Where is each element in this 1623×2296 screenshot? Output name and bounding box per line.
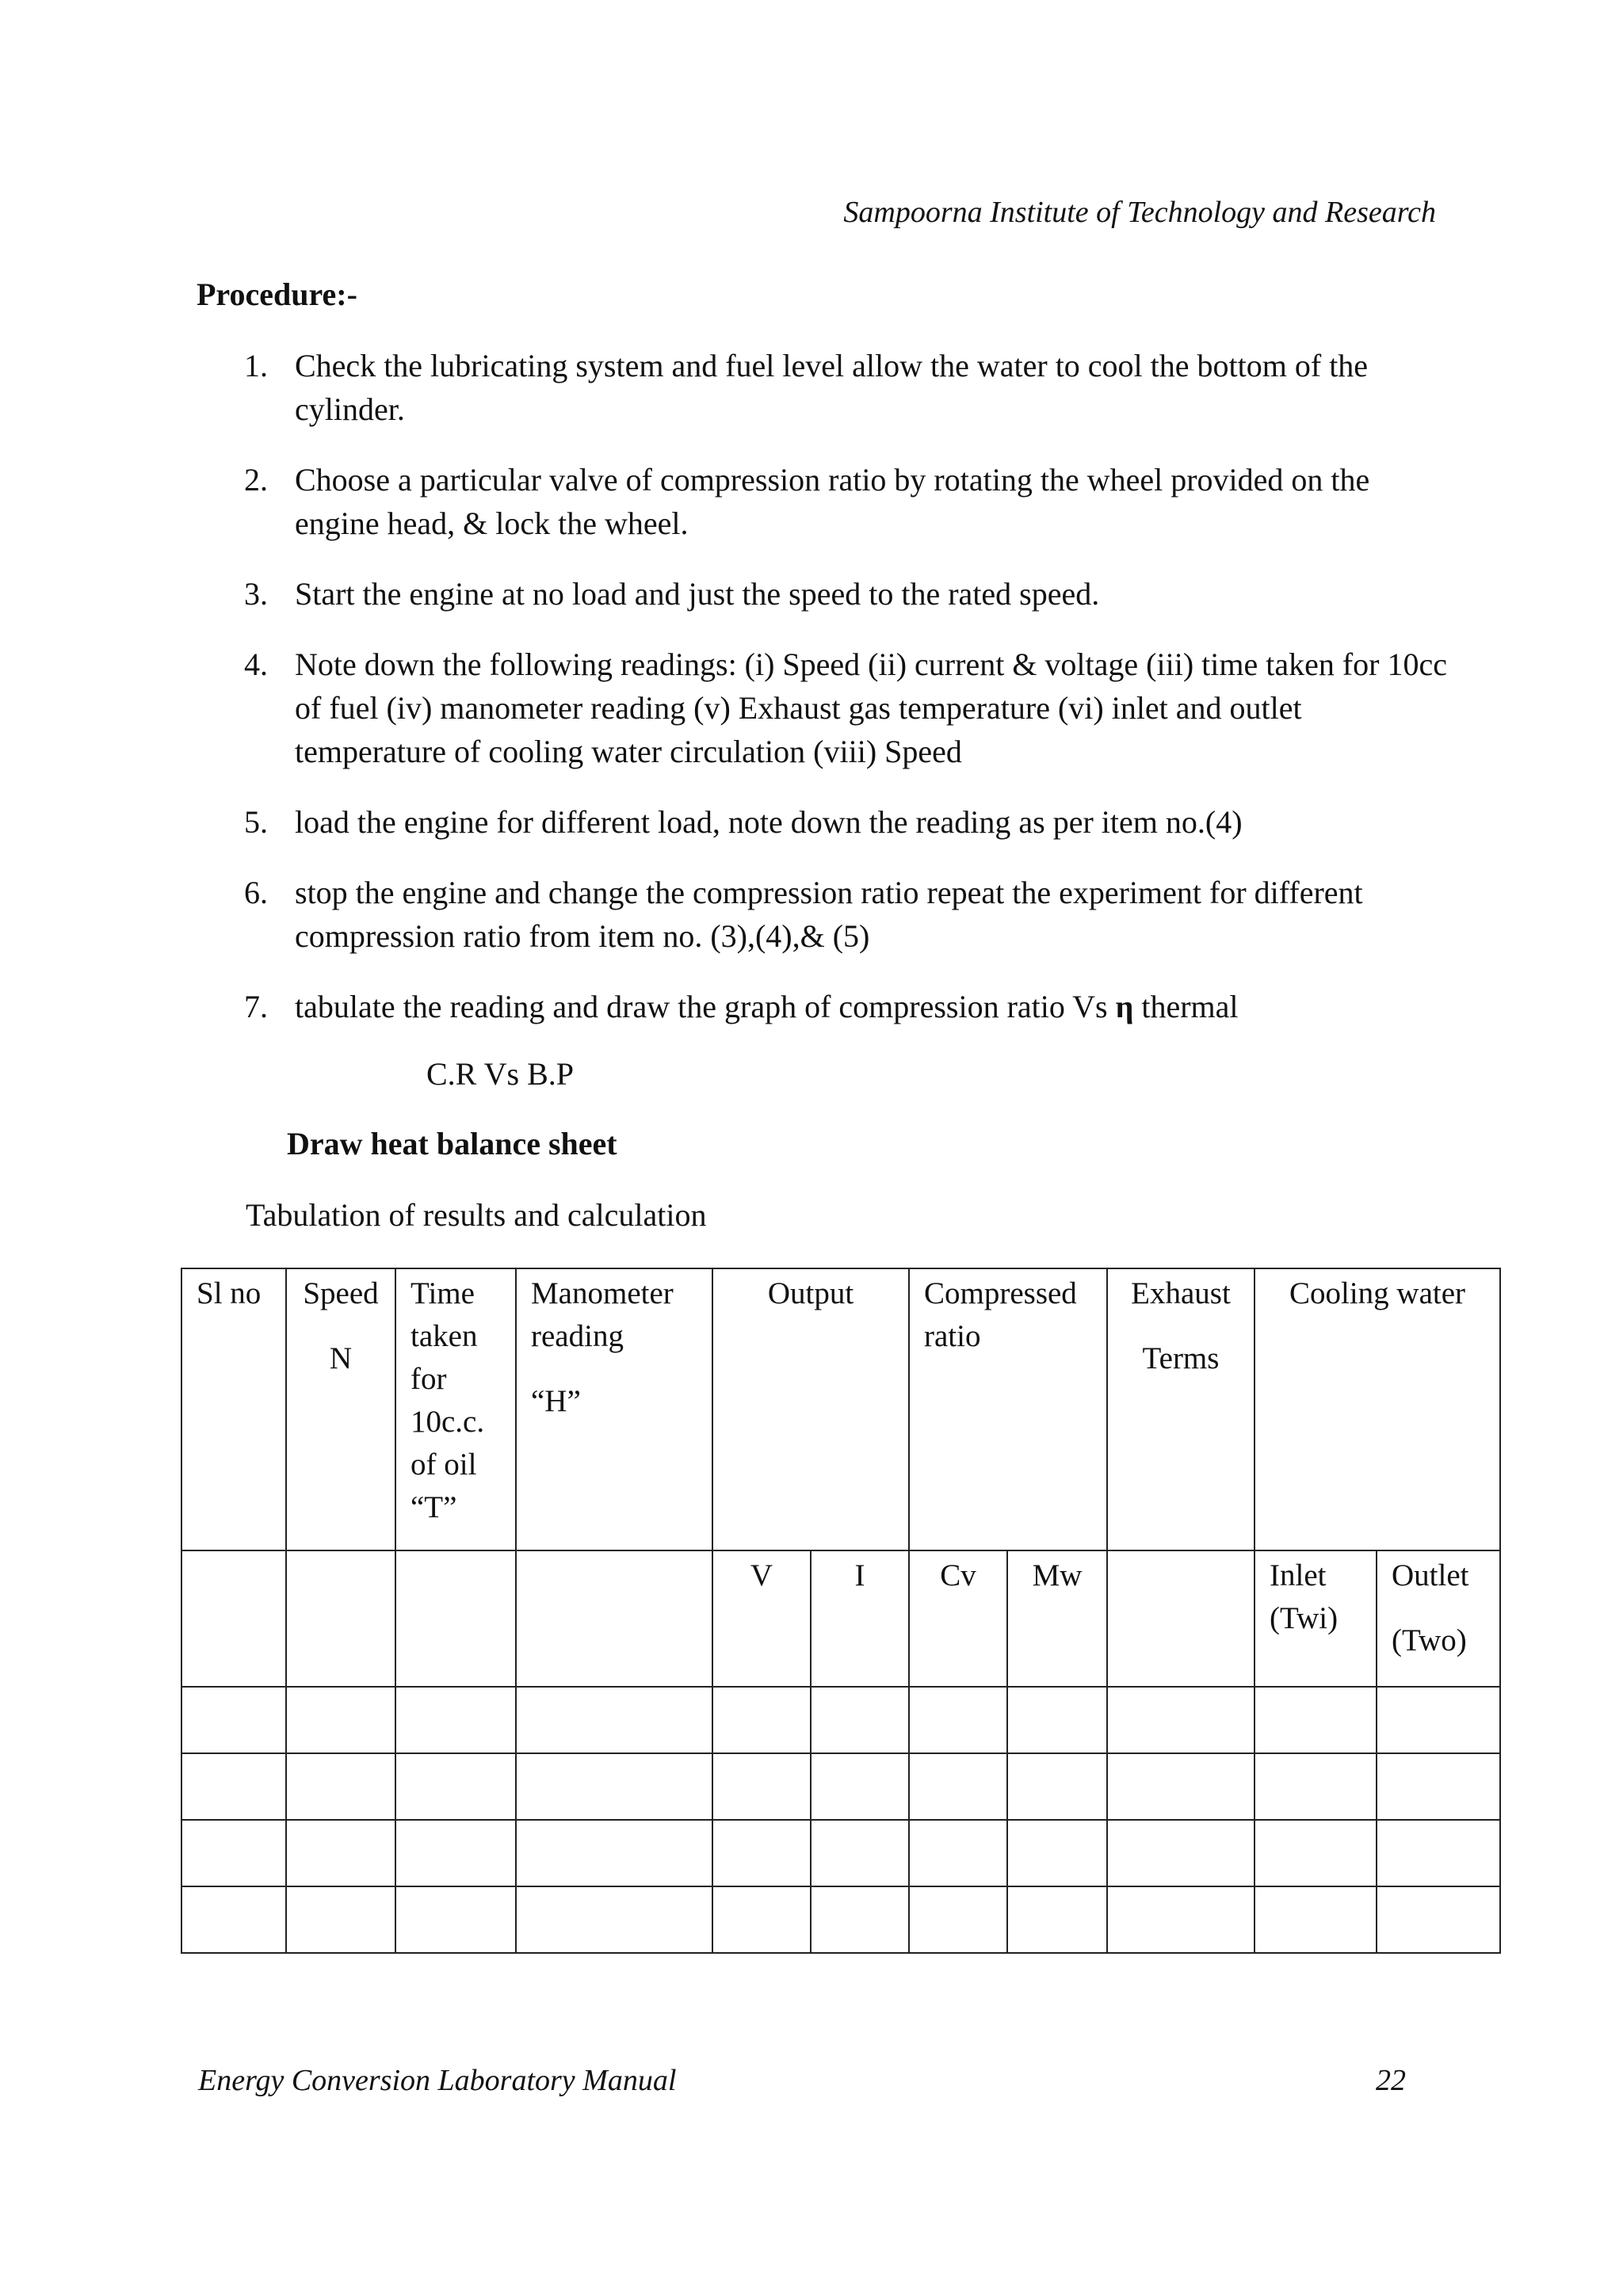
header-speed-symbol: N (329, 1341, 353, 1375)
header-manometer-symbol: “H” (531, 1384, 581, 1418)
spacer (531, 1358, 697, 1380)
table-cell (286, 1687, 395, 1753)
subheader-outlet (1377, 1550, 1500, 1687)
spacer (1122, 1315, 1239, 1337)
table-cell (286, 1820, 395, 1886)
table-cell (909, 1886, 1007, 1953)
table-cell (1007, 1886, 1107, 1953)
table-cell (811, 1753, 909, 1820)
header-exhaust-sub: Terms (1142, 1341, 1220, 1375)
header-time-label: Time taken for 10c.c. of oil (411, 1276, 485, 1482)
step-text: stop the engine and change the compression ratio repeat the experiment for different compression ratio from item no. (3),(4),& (5) (295, 875, 1363, 954)
header-manometer-label: Manometer reading (531, 1276, 674, 1353)
subheader-cv-label: Cv (940, 1558, 976, 1592)
step-text: load the engine for different load, note down the reading as per item no.(4) (295, 804, 1243, 840)
empty-rows (181, 1687, 1500, 1953)
table-cell (516, 1687, 712, 1753)
step-text: Start the engine at no load and just the speed to the rated speed. (295, 576, 1100, 612)
subheader-inlet-symbol: (Twi) (1270, 1601, 1338, 1635)
subheader-i (811, 1550, 909, 1687)
table-cell (712, 1687, 811, 1753)
procedure-step (197, 572, 1449, 616)
header-sl-no (181, 1268, 286, 1550)
table-cell (1007, 1687, 1107, 1753)
step-number: 7. (244, 989, 268, 1024)
table-cell (1007, 1753, 1107, 1820)
table-cell (516, 1753, 712, 1820)
table-cell (1377, 1753, 1500, 1820)
procedure-step (197, 643, 1449, 773)
table-cell (1254, 1820, 1377, 1886)
table-cell (181, 1550, 286, 1687)
step-text: Choose a particular valve of compression ratio by rotating the wheel provided on the engine head, & lock the wheel. (295, 462, 1370, 541)
table-cell (1107, 1687, 1254, 1753)
page-number: 22 (1376, 2064, 1406, 2097)
table-subheader-row (181, 1550, 1500, 1687)
step-number: 1. (244, 348, 268, 383)
subheader-v-label: V (750, 1558, 773, 1592)
table-cell (1254, 1753, 1377, 1820)
table-cell (181, 1820, 286, 1886)
institute-header: Sampoorna Institute of Technology and Research (843, 196, 1436, 229)
step-number: 6. (244, 875, 268, 910)
table-header-row (181, 1268, 1500, 1550)
header-compressed-ratio (909, 1268, 1107, 1550)
tabulation-caption: Tabulation of results and calculation (246, 1197, 707, 1233)
eta-symbol: η (1115, 989, 1134, 1024)
header-time (395, 1268, 516, 1550)
header-exhaust-label: Exhaust (1131, 1276, 1231, 1310)
table-cell (909, 1687, 1007, 1753)
procedure-step (197, 800, 1449, 844)
subheader-outlet-symbol: (Two) (1392, 1623, 1467, 1657)
header-compressed-label: Compressed ratio (924, 1276, 1077, 1353)
table-cell (1007, 1820, 1107, 1886)
table-cell (1107, 1820, 1254, 1886)
subheader-inlet (1254, 1550, 1377, 1687)
step-text-after: thermal (1133, 989, 1239, 1024)
spacer (1392, 1597, 1485, 1619)
header-exhaust (1107, 1268, 1254, 1550)
step-number: 4. (244, 646, 268, 682)
subheader-outlet-label: Outlet (1392, 1558, 1469, 1592)
heat-balance-heading: Draw heat balance sheet (287, 1126, 617, 1161)
table-cell (811, 1820, 909, 1886)
header-time-symbol: “T” (411, 1490, 457, 1524)
table-cell (811, 1687, 909, 1753)
header-output-label: Output (767, 1276, 854, 1310)
procedure-step (197, 458, 1449, 545)
table-row (181, 1687, 1500, 1753)
table-cell (516, 1886, 712, 1953)
results-table (181, 1268, 1501, 1954)
spacer (301, 1315, 380, 1337)
table-cell (712, 1753, 811, 1820)
table-row (181, 1753, 1500, 1820)
table-cell (1254, 1886, 1377, 1953)
table-cell (181, 1687, 286, 1753)
table-cell (395, 1687, 516, 1753)
step-text: Check the lubricating system and fuel level allow the water to cool the bottom of the cylinder. (295, 348, 1369, 427)
header-cooling-water (1254, 1268, 1500, 1550)
table-row (181, 1820, 1500, 1886)
table-cell (1377, 1687, 1500, 1753)
table-cell (516, 1820, 712, 1886)
table-cell (286, 1753, 395, 1820)
table-cell (1254, 1687, 1377, 1753)
table-cell (286, 1550, 395, 1687)
subheader-i-label: I (854, 1558, 865, 1592)
subheader-inlet-label: Inlet (1270, 1558, 1327, 1592)
table-cell (811, 1886, 909, 1953)
table-cell (181, 1886, 286, 1953)
table-row (181, 1886, 1500, 1953)
table-cell (712, 1886, 811, 1953)
step-number: 5. (244, 804, 268, 840)
procedure-heading: Procedure:- (197, 277, 357, 312)
header-sl-no-label: Sl no (197, 1276, 262, 1310)
table-cell (1107, 1886, 1254, 1953)
table-cell (1377, 1820, 1500, 1886)
table-cell (395, 1820, 516, 1886)
subheader-cv (909, 1550, 1007, 1687)
table-cell (286, 1886, 395, 1953)
procedure-steps (197, 344, 1449, 1055)
header-speed-label: Speed (303, 1276, 379, 1310)
header-output (712, 1268, 909, 1550)
graph-subline: C.R Vs B.P (426, 1056, 575, 1092)
header-cooling-label: Cooling water (1289, 1276, 1466, 1310)
header-manometer (516, 1268, 712, 1550)
procedure-step (197, 985, 1449, 1028)
table-cell (395, 1753, 516, 1820)
subheader-mw (1007, 1550, 1107, 1687)
table-cell (909, 1820, 1007, 1886)
table-cell (1107, 1550, 1254, 1687)
header-speed (286, 1268, 395, 1550)
procedure-step (197, 344, 1449, 431)
table-cell (1107, 1753, 1254, 1820)
table-cell (395, 1550, 516, 1687)
table-cell (181, 1753, 286, 1820)
table-cell (712, 1820, 811, 1886)
step-text: Note down the following readings: (i) Speed (ii) current & voltage (iii) time taken for 10cc of fuel (iv) manometer reading (v) Exhaust gas temperature (vi) inlet and outlet temperature of cooling water circulation (viii) Speed (295, 646, 1448, 769)
step-text-before: tabulate the reading and draw the graph of compression ratio Vs (295, 989, 1116, 1024)
subheader-mw-label: Mw (1032, 1558, 1083, 1592)
subheader-v (712, 1550, 811, 1687)
manual-title: Energy Conversion Laboratory Manual (198, 2064, 677, 2097)
table-cell (909, 1753, 1007, 1820)
table-cell (516, 1550, 712, 1687)
step-text (295, 989, 1239, 1024)
table-cell (395, 1886, 516, 1953)
step-number: 2. (244, 462, 268, 498)
table-cell (1377, 1886, 1500, 1953)
procedure-step (197, 871, 1449, 958)
step-number: 3. (244, 576, 268, 612)
